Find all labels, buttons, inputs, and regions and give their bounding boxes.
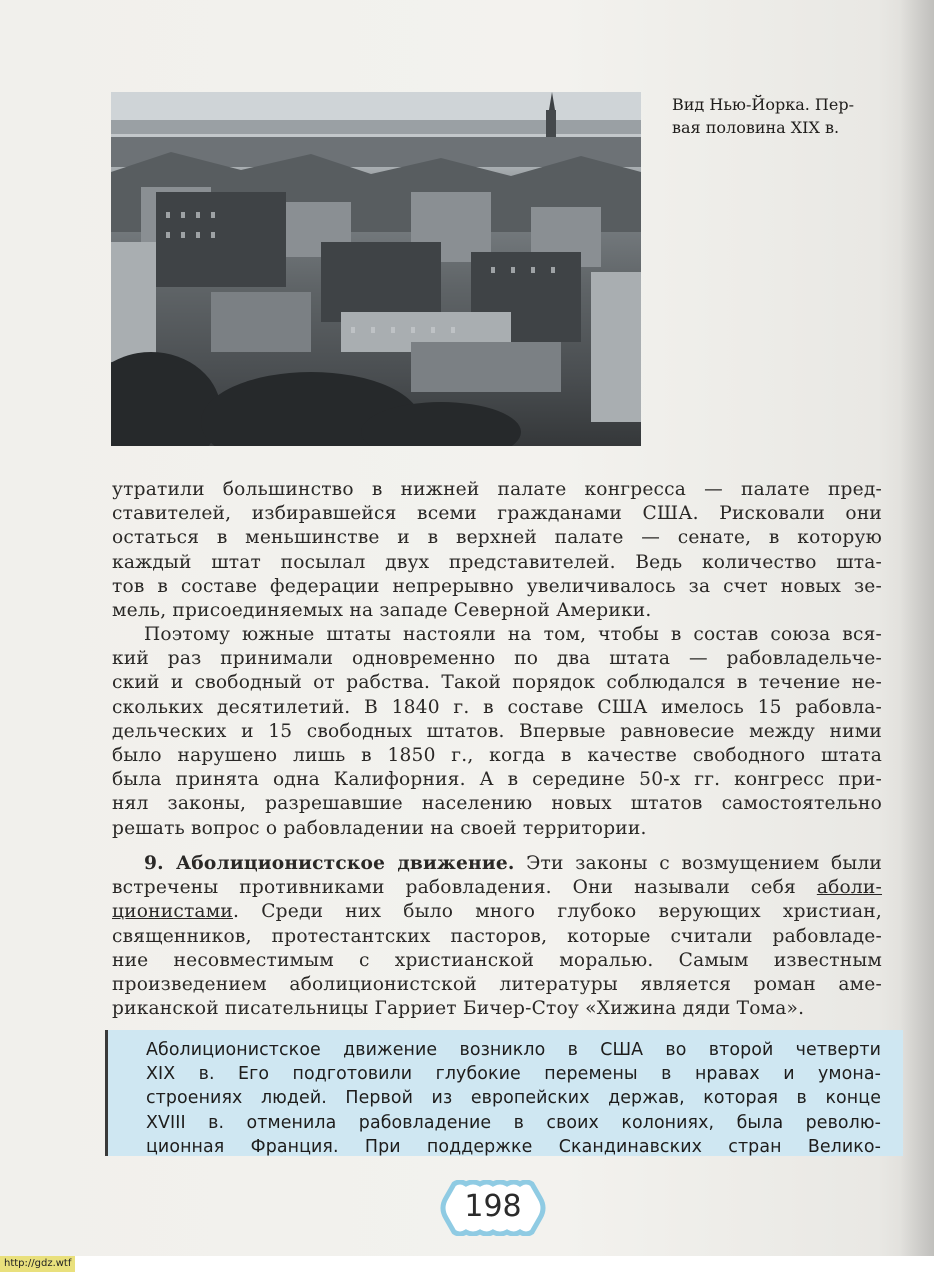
text-fragment: Эти законы с возмущением были bbox=[514, 853, 882, 874]
text-line: каждый штат посылал двух представителей. Ведь количество шта- bbox=[112, 551, 882, 573]
page-number: 198 bbox=[464, 1189, 522, 1224]
photo-caption bbox=[672, 93, 892, 139]
text-line: Аболиционистское движение возникло в США во второй четверти bbox=[146, 1040, 881, 1060]
text-line: Поэтому южные штаты настояли на том, чтобы в состав союза вся- bbox=[144, 624, 882, 645]
text-line: тов в составе федерации непрерывно увеличивалось за счет новых зе- bbox=[112, 575, 882, 597]
watermark-link[interactable]: http://gdz.wtf bbox=[0, 1256, 75, 1272]
paragraph-1 bbox=[112, 478, 882, 623]
text-line: утратили большинство в нижней палате конгресса — палате пред- bbox=[112, 479, 882, 500]
text-line: кий раз принимали одновременно по два штата — рабовладельче- bbox=[112, 648, 882, 670]
new-york-photo bbox=[111, 92, 641, 446]
bottom-strip bbox=[0, 1256, 934, 1272]
text-line: дельческих и 15 свободных штатов. Впервые равновесие между ними bbox=[112, 720, 882, 742]
text-line: решать вопрос о рабовладении на своей территории. bbox=[112, 817, 647, 839]
text-fragment: . Среди них было много глубоко верующих христиан, bbox=[232, 901, 882, 923]
text-line: мель, присоединяемых на западе Северной Америки. bbox=[112, 600, 652, 622]
text-line: скольких десятилетий. В 1840 г. в составе США имелось 15 рабовла- bbox=[112, 696, 882, 718]
text-line: ционная Франция. При поддержке Скандинавских стран Велико- bbox=[146, 1136, 881, 1157]
section-9 bbox=[112, 852, 882, 1021]
text-line: была принята одна Калифорния. А в середине 50-х гг. конгресс при- bbox=[112, 769, 882, 791]
text-line: XIX в. Его подготовили глубокие перемены в нравах и умона- bbox=[146, 1064, 881, 1085]
text-line bbox=[112, 876, 882, 900]
text-line: ский и свободный от рабства. Такой порядок соблюдался в течение не- bbox=[112, 672, 882, 694]
text-line: риканской писательницы Гарриет Бичер-Стоу «Хижина дяди Тома». bbox=[112, 998, 805, 1020]
paragraph-2 bbox=[112, 623, 882, 841]
caption-line: Вид Нью-Йорка. Пер- bbox=[672, 95, 854, 114]
text-line: ставителей, избиравшейся всеми гражданами США. Рисковали они bbox=[112, 503, 882, 525]
text-line bbox=[112, 852, 882, 876]
page-edge-shadow bbox=[900, 0, 934, 1272]
text-line bbox=[112, 900, 882, 924]
text-line: произведением аболиционистской литературы является роман аме- bbox=[112, 974, 882, 996]
text-line: священников, протестантских пасторов, которые считали рабовладе- bbox=[112, 925, 882, 947]
section-heading: 9. Аболиционистское движение. bbox=[144, 853, 515, 874]
page-number-badge bbox=[440, 1180, 546, 1236]
text-line: нял законы, разрешавшие населению новых штатов самостоятельно bbox=[112, 793, 882, 815]
text-line: было нарушено лишь в 1850 г., когда в качестве свободного штата bbox=[112, 745, 882, 767]
caption-line: вая половина XIX в. bbox=[672, 118, 840, 137]
text-line: строениях людей. Первой из европейских держав, которая в конце bbox=[146, 1088, 881, 1109]
key-term: ционистами bbox=[112, 901, 233, 923]
key-term: аболи- bbox=[816, 877, 882, 899]
highlight-box-text bbox=[146, 1038, 881, 1159]
text-line: ние несовместимым с христианской моралью. Самым известным bbox=[112, 949, 882, 971]
text-line: XVIII в. отменила рабовладение в своих колониях, была револю- bbox=[146, 1112, 881, 1133]
text-line: остаться в меньшинстве и в верхней палате — сенате, в которую bbox=[112, 527, 882, 549]
text-fragment: встречены противниками рабовладения. Они называли себя bbox=[112, 877, 817, 899]
